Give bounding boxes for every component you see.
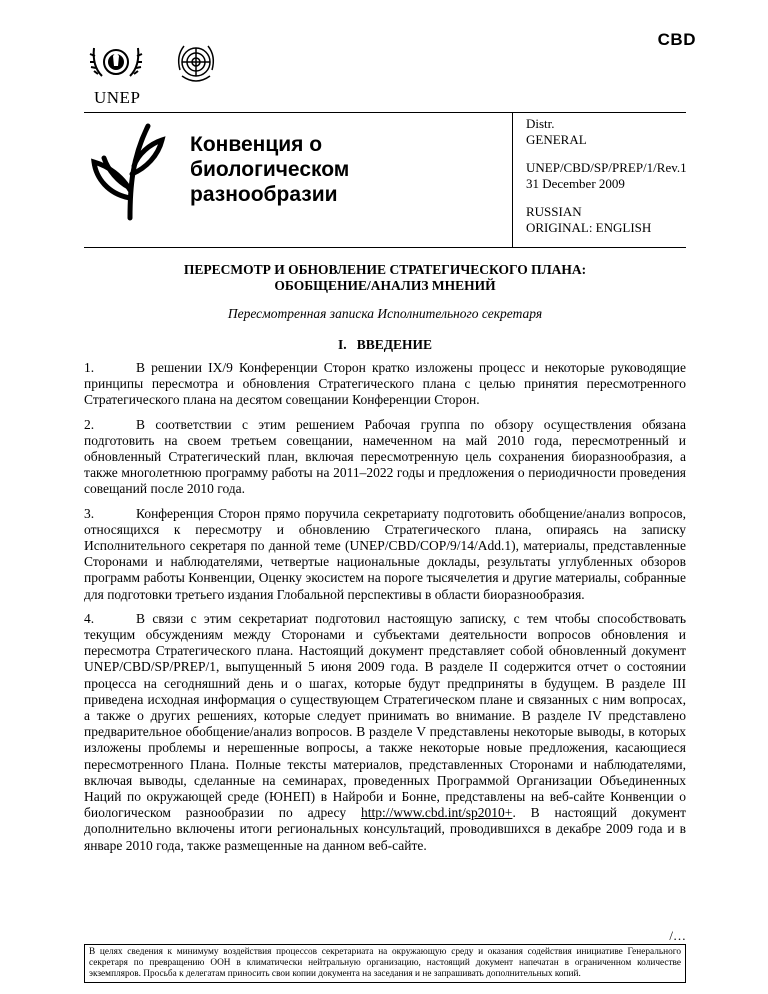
paragraph-1 [84,360,686,409]
paragraph-text-tail: . В настоящий документ дополнительно включены итоги региональных консультаций, проводившихся в декабре 2009 года и в январе 2010 года, также размещенные на данном веб-сайте. [84,805,687,853]
title-line-2: ОБОБЩЕНИЕ/АНАЛИЗ МНЕНИЙ [274,278,496,293]
convention-line-2: биологическом [190,158,350,181]
document-date: 31 December 2009 [526,176,625,191]
header-divider [512,112,513,247]
cbd-plant-logo [88,118,168,222]
paragraph-number: 3. [84,505,95,521]
un-emblem-icon [172,40,220,88]
unep-text: UNEP [94,88,141,107]
distribution-block [526,116,687,236]
paragraph-2 [84,417,686,498]
distr-general: GENERAL [526,132,587,147]
document-language: RUSSIAN [526,204,582,219]
convention-line-3: разнообразии [190,183,338,206]
continuation-mark: /… [669,928,686,943]
paragraph-text: В соответствии с этим решением Рабочая группа по обзору осуществления обязана подготовить на своем третьем совещании, намеченном на май 2010 года, пересмотренный и обновленный Стратегический план, включая пересмотренную цель сохранения биоразнообразия, а также многолетнюю программу работы на 2011–2022 годы и предложения о периодичности проведения совещаний после 2010 года. [84,416,686,497]
cbd-label: CBD [657,30,696,49]
section-heading: I. ВВЕДЕНИЕ [337,337,433,352]
convention-line-1: Конвенция о [190,133,323,156]
paragraph-number: 4. [84,610,95,626]
title-line-1: ПЕРЕСМОТР И ОБНОВЛЕНИЕ СТРАТЕГИЧЕСКОГО ПЛАНА: [183,262,587,277]
paragraph-text: В решении IX/9 Конференции Сторон кратко изложены процесс и некоторые руководящие принципы пересмотра и обновления Стратегического плана с целью принятия пересмотренного Стратегического плана на десятом совещании Конференции Сторон. [84,360,686,408]
original-language: ORIGINAL: ENGLISH [526,220,652,235]
document-symbol: UNEP/CBD/SP/PREP/1/Rev.1 [526,160,687,175]
paragraph-4 [84,611,686,854]
paragraph-number: 1. [84,360,95,375]
document-subtitle: Пересмотренная записка Исполнительного секретаря [227,306,543,321]
paragraph-text: Конференция Сторон прямо поручила секретариату подготовить обобщение/анализ вопросов, относящихся к пересмотру и обновлению Стратегического плана, опираясь на записку Исполнительного секретаря по данной теме (UNEP/CBD/COP/9/14/Add.1), материалы, представленные Сторонами и наблюдателями, четвертые национальные доклады, результаты углубленных обзоров программ работы Конвенции, Оценку экосистем на пороге тысячелетия и другие материалы, собранные для подготовки третьего издания Глобальной перспективы в области биоразнообразия. [84,505,686,602]
top-rule [84,112,686,113]
footer-note: В целях сведения к минимуму воздействия процессов секретариата на окружающую среду и оказания содействия инициативе Генерального секретаря по превращению ООН в климатически нейтральную организацию, настоящий документ напечатан в ограниченном количестве экземпляров. Просьба к делегатам приносить свои копии документа на заседания и не запрашивать дополнительных копий. [84,944,686,983]
document-body [84,360,686,862]
paragraph-text: В связи с этим секретариат подготовил настоящую записку, с тем чтобы способствовать текущим обсуждениям между Сторонами и субъектами деятельности вопросов обновления и пересмотра Стратегического плана. Настоящий документ представляет собой обновленный документ UNEP/CBD/SP/PREP/1, выпущенный 5 июня 2009 года. В разделе II содержится отчет о состоянии процесса на сегодняшний день и о шагах, которые будут предприняты в будущем. В разделе III приведена исходная информация о существующем Стратегическом плане и связанных с ним вопросах, а также о других решениях, которые следует принимать во внимание. В разделе IV представлено предварительное обобщение/анализ вопросов. В разделе V представлены некоторые выводы, в которых изложены проблемы и нерешенные вопросы, а также некоторые новые предложения, касающиеся пересмотренного Плана. Полные тексты материалов, представленных Сторонами и наблюдателями, включая выводы, сделанные на семинарах, проведенных Программой Организации Объединенных Наций по окружающей среде (ЮНЕП) в Найроби и Бонне, представлены на веб-сайте Конвенции о биологическом разнообразии по адресу [84,610,686,821]
convention-name [190,132,349,207]
paragraph-3 [84,506,686,603]
paragraph-number: 2. [84,416,95,432]
cbd-website-link[interactable]: http://www.cbd.int/sp2010+ [360,805,513,821]
document-title [84,262,686,294]
header-rule [84,247,686,248]
distr-label: Distr. [526,116,555,131]
